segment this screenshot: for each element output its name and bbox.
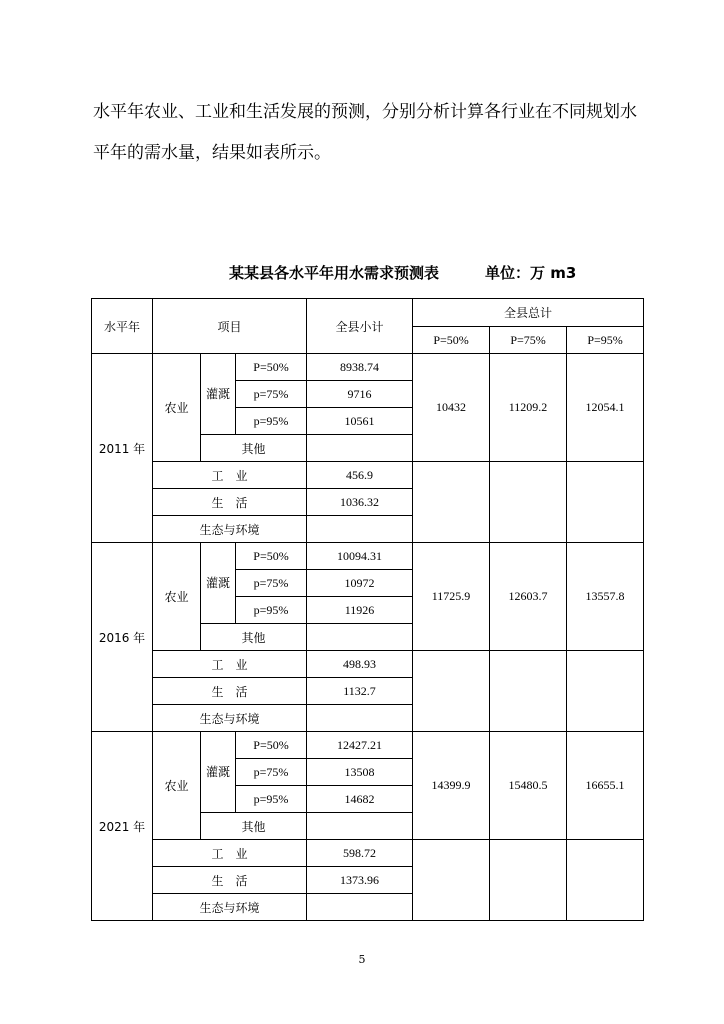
header-p50: P=50%: [413, 327, 490, 354]
irrigation-p75-label: p=75%: [236, 759, 307, 786]
body-text-line-2: 平年的需水量，结果如表所示。: [93, 143, 331, 163]
irrigation-p75-label: p=75%: [236, 381, 307, 408]
other-label: 其他: [201, 435, 307, 462]
header-total: 全县总计: [413, 299, 644, 327]
industry-value: 498.93: [307, 651, 413, 678]
living-value: 1036.32: [307, 489, 413, 516]
total-p75-empty: [490, 462, 567, 543]
living-value: 1132.7: [307, 678, 413, 705]
header-year: 水平年: [92, 299, 153, 354]
year-label: 2011 年: [92, 354, 153, 543]
header-p75: P=75%: [490, 327, 567, 354]
irrigation-p50-label: P=50%: [236, 732, 307, 759]
total-p75-value: 12603.7: [490, 543, 567, 651]
total-p75-value: 15480.5: [490, 732, 567, 840]
ecology-label: 生态与环境: [153, 894, 307, 921]
industry-label: 工 业: [153, 651, 307, 678]
ecology-value: [307, 516, 413, 543]
irrigation-label: 灌溉: [201, 354, 236, 435]
total-p95-value: 12054.1: [567, 354, 644, 462]
table-title: 某某县各水平年用水需求预测表: [229, 264, 440, 282]
other-label: 其他: [201, 813, 307, 840]
year-label: 2016 年: [92, 543, 153, 732]
total-p75-value: 11209.2: [490, 354, 567, 462]
living-label: 生 活: [153, 678, 307, 705]
total-p95-value: 13557.8: [567, 543, 644, 651]
other-value: [307, 624, 413, 651]
total-p50-value: 10432: [413, 354, 490, 462]
living-label: 生 活: [153, 867, 307, 894]
total-p50-empty: [413, 840, 490, 921]
irrigation-p50-label: P=50%: [236, 543, 307, 570]
irrigation-p50-value: 12427.21: [307, 732, 413, 759]
other-value: [307, 813, 413, 840]
living-value: 1373.96: [307, 867, 413, 894]
irrigation-label: 灌溉: [201, 732, 236, 813]
industry-value: 456.9: [307, 462, 413, 489]
irrigation-p75-value: 10972: [307, 570, 413, 597]
industry-label: 工 业: [153, 840, 307, 867]
total-p50-empty: [413, 462, 490, 543]
irrigation-p75-value: 13508: [307, 759, 413, 786]
water-demand-table: [91, 298, 644, 921]
total-p75-empty: [490, 651, 567, 732]
irrigation-p50-value: 8938.74: [307, 354, 413, 381]
other-value: [307, 435, 413, 462]
total-p95-value: 16655.1: [567, 732, 644, 840]
table-unit: 单位：万 m3: [485, 264, 577, 282]
agriculture-label: 农业: [153, 732, 201, 840]
industry-label: 工 业: [153, 462, 307, 489]
industry-value: 598.72: [307, 840, 413, 867]
irrigation-p95-label: p=95%: [236, 408, 307, 435]
total-p95-empty: [567, 651, 644, 732]
total-p50-value: 11725.9: [413, 543, 490, 651]
header-item: 项目: [153, 299, 307, 354]
other-label: 其他: [201, 624, 307, 651]
irrigation-p95-value: 10561: [307, 408, 413, 435]
ecology-label: 生态与环境: [153, 516, 307, 543]
irrigation-p75-label: p=75%: [236, 570, 307, 597]
irrigation-p75-value: 9716: [307, 381, 413, 408]
total-p75-empty: [490, 840, 567, 921]
total-p50-empty: [413, 651, 490, 732]
irrigation-p95-value: 11926: [307, 597, 413, 624]
irrigation-label: 灌溉: [201, 543, 236, 624]
agriculture-label: 农业: [153, 354, 201, 462]
total-p95-empty: [567, 462, 644, 543]
body-text-line-1: 水平年农业、工业和生活发展的预测，分别分析计算各行业在不同规划水: [93, 102, 637, 122]
ecology-value: [307, 705, 413, 732]
table-caption: [0, 262, 724, 282]
living-label: 生 活: [153, 489, 307, 516]
irrigation-p50-value: 10094.31: [307, 543, 413, 570]
ecology-label: 生态与环境: [153, 705, 307, 732]
total-p95-empty: [567, 840, 644, 921]
year-label: 2021 年: [92, 732, 153, 921]
agriculture-label: 农业: [153, 543, 201, 651]
ecology-value: [307, 894, 413, 921]
header-p95: P=95%: [567, 327, 644, 354]
total-p50-value: 14399.9: [413, 732, 490, 840]
irrigation-p50-label: P=50%: [236, 354, 307, 381]
irrigation-p95-value: 14682: [307, 786, 413, 813]
page-number: 5: [358, 953, 366, 966]
header-subtotal: 全县小计: [307, 299, 413, 354]
irrigation-p95-label: p=95%: [236, 786, 307, 813]
irrigation-p95-label: p=95%: [236, 597, 307, 624]
